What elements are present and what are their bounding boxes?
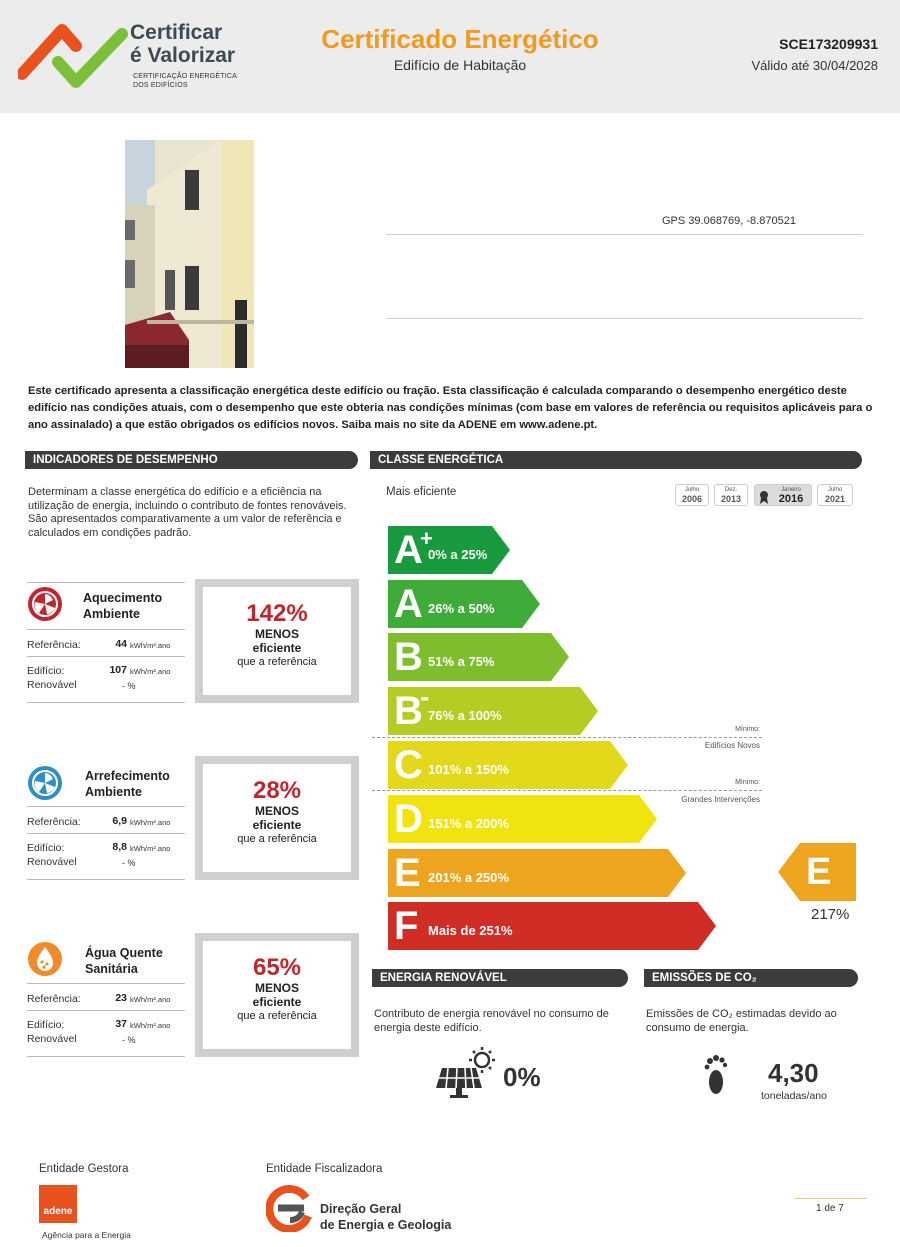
hot-water-renewable-label: Renovável: [27, 1033, 77, 1045]
current-class-pct: 217%: [811, 906, 850, 923]
heating-renewable-value: - %: [122, 681, 136, 691]
emissions-unit: toneladas/ano: [761, 1090, 827, 1102]
class-range: 51% a 75%: [428, 654, 495, 669]
validity-date: Válido até 30/04/2028: [751, 58, 878, 73]
hot-water-result-reference-text: que a referência: [237, 1010, 317, 1022]
award-ribbon-icon: [759, 490, 769, 507]
min-label: Mínimo:: [735, 726, 760, 733]
hot-water-result-pct: 65%: [252, 954, 302, 981]
hot-water-result-eficiente: eficiente: [252, 995, 302, 1009]
min-major-interventions-line: [372, 790, 762, 791]
class-letter: B: [394, 635, 423, 679]
divider: [27, 702, 185, 703]
divider: [27, 833, 185, 834]
class-letter: A: [394, 528, 423, 572]
energy-class-bar-b-minus: [388, 681, 598, 735]
logo-title-line2: é Valorizar: [130, 44, 236, 67]
hot-water-building-unit: kWh/m².ano: [130, 1021, 171, 1030]
class-letter: A: [394, 582, 423, 626]
class-range: 76% a 100%: [428, 708, 502, 723]
cooling-result-eficiente: eficiente: [252, 818, 302, 832]
cooling-title-line2: Ambiente: [85, 785, 142, 799]
heating-title-line2: Ambiente: [83, 607, 140, 621]
cooling-building-unit: kWh/m².ano: [130, 844, 171, 853]
cooling-result-box: [195, 756, 359, 880]
cooling-title-line1: Arrefecimento: [85, 769, 170, 783]
timeline-month: Janeiro: [781, 487, 801, 493]
timeline-year: 2006: [681, 494, 703, 504]
indicators-description: Determinam a classe energética do edifício e a eficiência na utilização de energia, incluindo o contributo de fontes renováveis. São apresentados comparativamente a um valor de referência e calculados em condições padrão.: [28, 486, 347, 539]
dgeg-name-line2: de Energia e Geologia: [320, 1218, 452, 1232]
divider: [386, 234, 863, 235]
class-range: 26% a 50%: [428, 601, 495, 616]
emissions-description: Emissões de CO₂ estimadas devido ao consumo de energia.: [646, 1008, 837, 1034]
timeline-2006: [675, 484, 709, 506]
logo-subtitle-line1: CERTIFICAÇÃO ENERGÉTICA: [133, 73, 238, 80]
heating-reference-label: Referência:: [27, 639, 81, 651]
timeline-2013: [714, 484, 748, 506]
heating-building-value: 107: [109, 664, 127, 676]
class-range: 0% a 25%: [428, 547, 488, 562]
cooling-renewable-value: - %: [122, 858, 136, 868]
divider: [27, 582, 185, 583]
emissions-value: 4,30: [768, 1058, 819, 1088]
energy-class-bar-b: [388, 633, 569, 681]
heating-result-menos: MENOS: [254, 627, 299, 641]
timeline-year: 2021: [824, 494, 846, 504]
cooling-reference-label: Referência:: [27, 816, 81, 828]
hot-water-renewable-value: - %: [122, 1035, 136, 1045]
energy-class-bar-a: [388, 580, 540, 628]
timeline-2016: [754, 484, 812, 506]
heating-icon: [27, 586, 63, 627]
cooling-result-pct: 28%: [252, 777, 302, 804]
indicators-section-header: INDICADORES DE DESEMPENHO: [25, 451, 358, 469]
hot-water-reference-label: Referência:: [27, 993, 81, 1005]
current-class-indicator: [778, 843, 856, 901]
cooling-renewable-label: Renovável: [27, 856, 77, 868]
heating-title-line1: Aquecimento: [83, 591, 163, 605]
divider: [27, 1056, 185, 1057]
heating-result-reference-text: que a referência: [237, 656, 317, 668]
certificar-logo-icon: [18, 22, 128, 92]
hot-water-building-label: Edifício:: [27, 1019, 65, 1031]
cooling-result-reference-text: que a referência: [237, 833, 317, 845]
hot-water-reference-value: 23: [115, 992, 127, 1004]
cooling-reference-value: 6,9: [112, 815, 127, 827]
managing-entity-label: Entidade Gestora: [39, 1163, 129, 1175]
class-letter: C: [394, 743, 423, 787]
class-letter: D: [394, 797, 423, 841]
page-number: 1 de 7: [816, 1203, 844, 1214]
energy-class-bar-f: [388, 902, 716, 950]
gps-coordinates: GPS 39.068769, -8.870521: [662, 215, 796, 227]
hot-water-title-line1: Água Quente: [85, 946, 163, 960]
divider: [27, 656, 185, 657]
min-new-buildings-label: Edifícios Novos: [704, 741, 760, 750]
heating-reference-unit: kWh/m².ano: [130, 641, 171, 650]
divider: [27, 806, 185, 807]
adene-logo: adene: [39, 1185, 77, 1223]
more-efficient-label: Mais eficiente: [386, 486, 457, 498]
divider: [795, 1198, 867, 1199]
timeline-month: Dez.: [724, 487, 738, 493]
min-label: Mínimo:: [735, 779, 760, 786]
hot-water-building-value: 37: [115, 1018, 127, 1030]
energy-class-bar-e: [388, 849, 686, 897]
class-letter: B: [394, 689, 423, 733]
timeline-month: Julho: [684, 487, 700, 493]
building-photo: [125, 140, 254, 368]
hot-water-result-box: [195, 933, 359, 1057]
divider: [27, 1010, 185, 1011]
hot-water-title-line2: Sanitária: [85, 962, 138, 976]
class-range: 201% a 250%: [428, 870, 509, 885]
energy-class-bar-d: [388, 795, 657, 843]
document-title: Certificado Energético: [321, 24, 599, 54]
heating-renewable-label: Renovável: [27, 679, 77, 691]
class-range: Mais de 251%: [428, 923, 513, 938]
class-modifier: +: [420, 526, 433, 551]
footprint-icon: [703, 1052, 729, 1103]
timeline-2021: [817, 484, 853, 506]
class-range: 101% a 150%: [428, 762, 509, 777]
heating-result-eficiente: eficiente: [252, 641, 302, 655]
document-subtitle: Edifício de Habitação: [393, 57, 527, 73]
energy-class-section-header: CLASSE ENERGÉTICA: [370, 451, 862, 469]
dgeg-name-line1: Direção Geral: [320, 1202, 402, 1216]
divider: [27, 983, 185, 984]
supervising-entity-label: Entidade Fiscalizadora: [266, 1163, 383, 1175]
dgeg-logo-icon: [266, 1184, 314, 1237]
divider: [27, 629, 185, 630]
energy-class-bar-a-plus: [388, 526, 510, 574]
logo-subtitle-line2: DOS EDIFÍCIOS: [133, 82, 188, 89]
divider: [27, 879, 185, 880]
renewable-value: 0%: [503, 1062, 541, 1092]
timeline-year: 2013: [720, 494, 742, 504]
cooling-building-value: 8,8: [112, 841, 127, 853]
cooling-reference-unit: kWh/m².ano: [130, 818, 171, 827]
heating-result-box: [195, 579, 359, 703]
hot-water-result-menos: MENOS: [254, 981, 299, 995]
intro-paragraph: Este certificado apresenta a classificação energética deste edifício ou fração. Esta classificação é calculada comparando o desempenho energético deste edifício nas condições atuais, com o desempenho que este obteria nas condições mínimas (com base em valores de referência ou requisitos aplicáveis para o ano assinalado) a que estão obrigados os edifícios novos. Saiba mais no site da ADENE em www.adene.pt.: [28, 385, 873, 431]
renewable-section-header: ENERGIA RENOVÁVEL: [372, 969, 628, 987]
class-letter: F: [394, 904, 419, 948]
cooling-icon: [27, 765, 63, 806]
min-interventions-label: Grandes Intervenções: [681, 795, 760, 804]
adene-tagline: Agência para a Energia: [42, 1230, 131, 1240]
energy-class-bar-c: [388, 741, 628, 789]
hot-water-reference-unit: kWh/m².ano: [130, 995, 171, 1004]
heating-building-unit: kWh/m².ano: [130, 667, 171, 676]
heating-result-pct: 142%: [246, 600, 308, 627]
certificate-id: SCE173209931: [779, 36, 878, 52]
heating-reference-value: 44: [115, 638, 127, 650]
logo-title-line1: Certificar: [130, 21, 223, 44]
class-range: 151% a 200%: [428, 816, 509, 831]
hot-water-icon: [27, 941, 63, 982]
heating-building-label: Edifício:: [27, 665, 65, 677]
timeline-month: Julho: [827, 487, 843, 493]
current-class-letter: E: [806, 851, 832, 893]
divider: [386, 318, 863, 319]
class-letter: E: [394, 851, 421, 895]
solar-panel-icon: [436, 1046, 498, 1105]
min-new-buildings-line: [372, 737, 762, 738]
timeline-year: 2016: [778, 493, 804, 505]
cooling-building-label: Edifício:: [27, 842, 65, 854]
cooling-result-menos: MENOS: [254, 804, 299, 818]
emissions-section-header: EMISSÕES DE CO₂: [644, 969, 858, 987]
class-modifier: -: [420, 681, 430, 712]
renewable-description: Contributo de energia renovável no consumo de energia deste edifício.: [374, 1008, 609, 1034]
